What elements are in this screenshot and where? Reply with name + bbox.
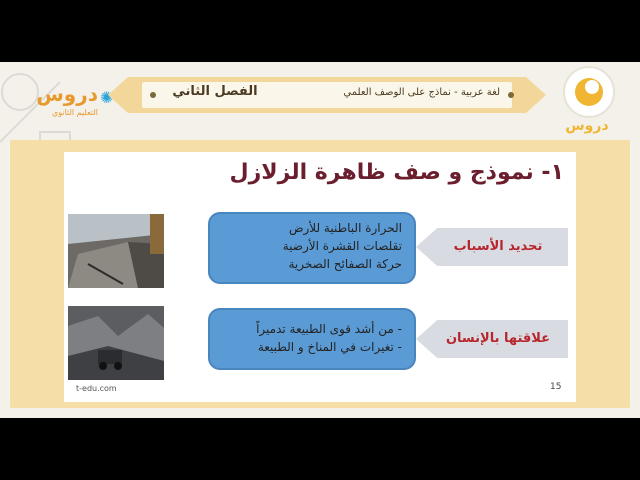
causes-tag [416,228,568,266]
earthquake-road-photo [68,214,164,288]
human-impact-box [208,308,416,370]
star-icon: ✺ [100,88,114,107]
slide [64,152,576,402]
cause-line: تقلصات القشرة الأرضية [282,239,402,253]
brand-logo-left [24,82,116,126]
chapter-title: الفصل الثاني [172,84,258,99]
impact-line: - تغيرات في المناخ و الطبيعة [257,340,402,354]
logo-left-subtitle: التعليم الثانوي [52,108,98,117]
causes-tag-label: تحديد الأسباب [453,239,543,254]
footer-logo: t-edu.com [76,384,117,393]
causes-box [208,212,416,284]
banner-arrow-left [108,77,128,113]
cause-line: حركة الصفائح الصخرية [288,257,402,271]
banner-arrow-right [526,77,546,113]
bullet-dot-icon [150,92,156,98]
cause-line: الحرارة الباطنية للأرض [288,221,402,235]
earthquake-damage-photo [68,306,164,380]
page-number: 15 [550,382,562,392]
logo-right-text: دروس [565,118,609,134]
lesson-title: لغة عربية - نماذج على الوصف العلمي [343,87,500,98]
slide-title: ١- نموذج و صف ظاهرة الزلازل [229,160,564,185]
human-impact-tag-label: علاقتها بالإنسان [445,331,551,346]
bullet-dot-icon [508,92,514,98]
human-impact-tag [416,320,568,358]
logo-left-title: دروس [36,82,98,106]
brand-logo-right [560,66,614,138]
logo-circle-icon [563,66,615,118]
impact-line: - من أشد قوى الطبيعة تدميراً [256,322,402,336]
